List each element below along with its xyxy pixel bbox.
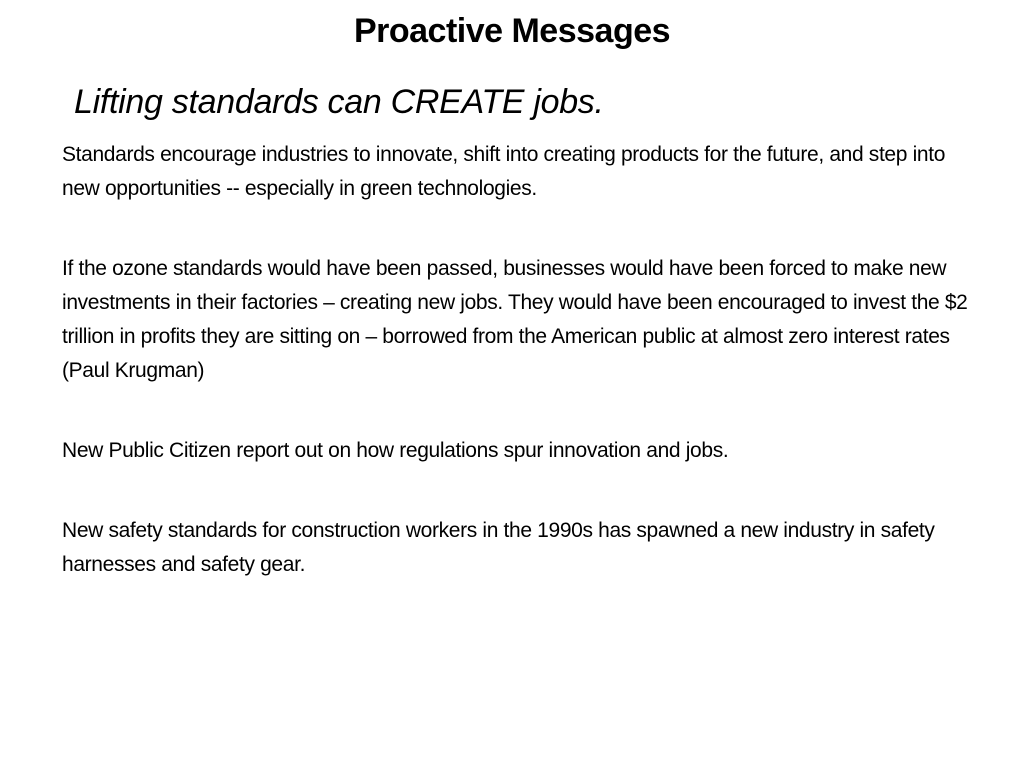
paragraph-standards-innovation: Standards encourage industries to innovate, shift into creating products for the future, and step into new opportunities -- especially in green technologies. xyxy=(62,143,946,200)
slide-body xyxy=(62,138,982,582)
paragraph-public-citizen-report: New Public Citizen report out on how regulations spur innovation and jobs. xyxy=(62,439,729,462)
slide-subtitle: Lifting standards can CREATE jobs. xyxy=(74,83,604,121)
paragraph-ozone-standards: If the ozone standards would have been passed, businesses would have been forced to make new investments in their factories – creating new jobs. They would have been encouraged to invest the $2 trillion in profits they are sitting on – borrowed from the American public at almost zero interest rates (Paul Krugman) xyxy=(62,257,968,382)
slide-title: Proactive Messages xyxy=(353,12,671,50)
paragraph-safety-standards: New safety standards for construction workers in the 1990s has spawned a new industry in safety harnesses and safety gear. xyxy=(62,519,935,576)
